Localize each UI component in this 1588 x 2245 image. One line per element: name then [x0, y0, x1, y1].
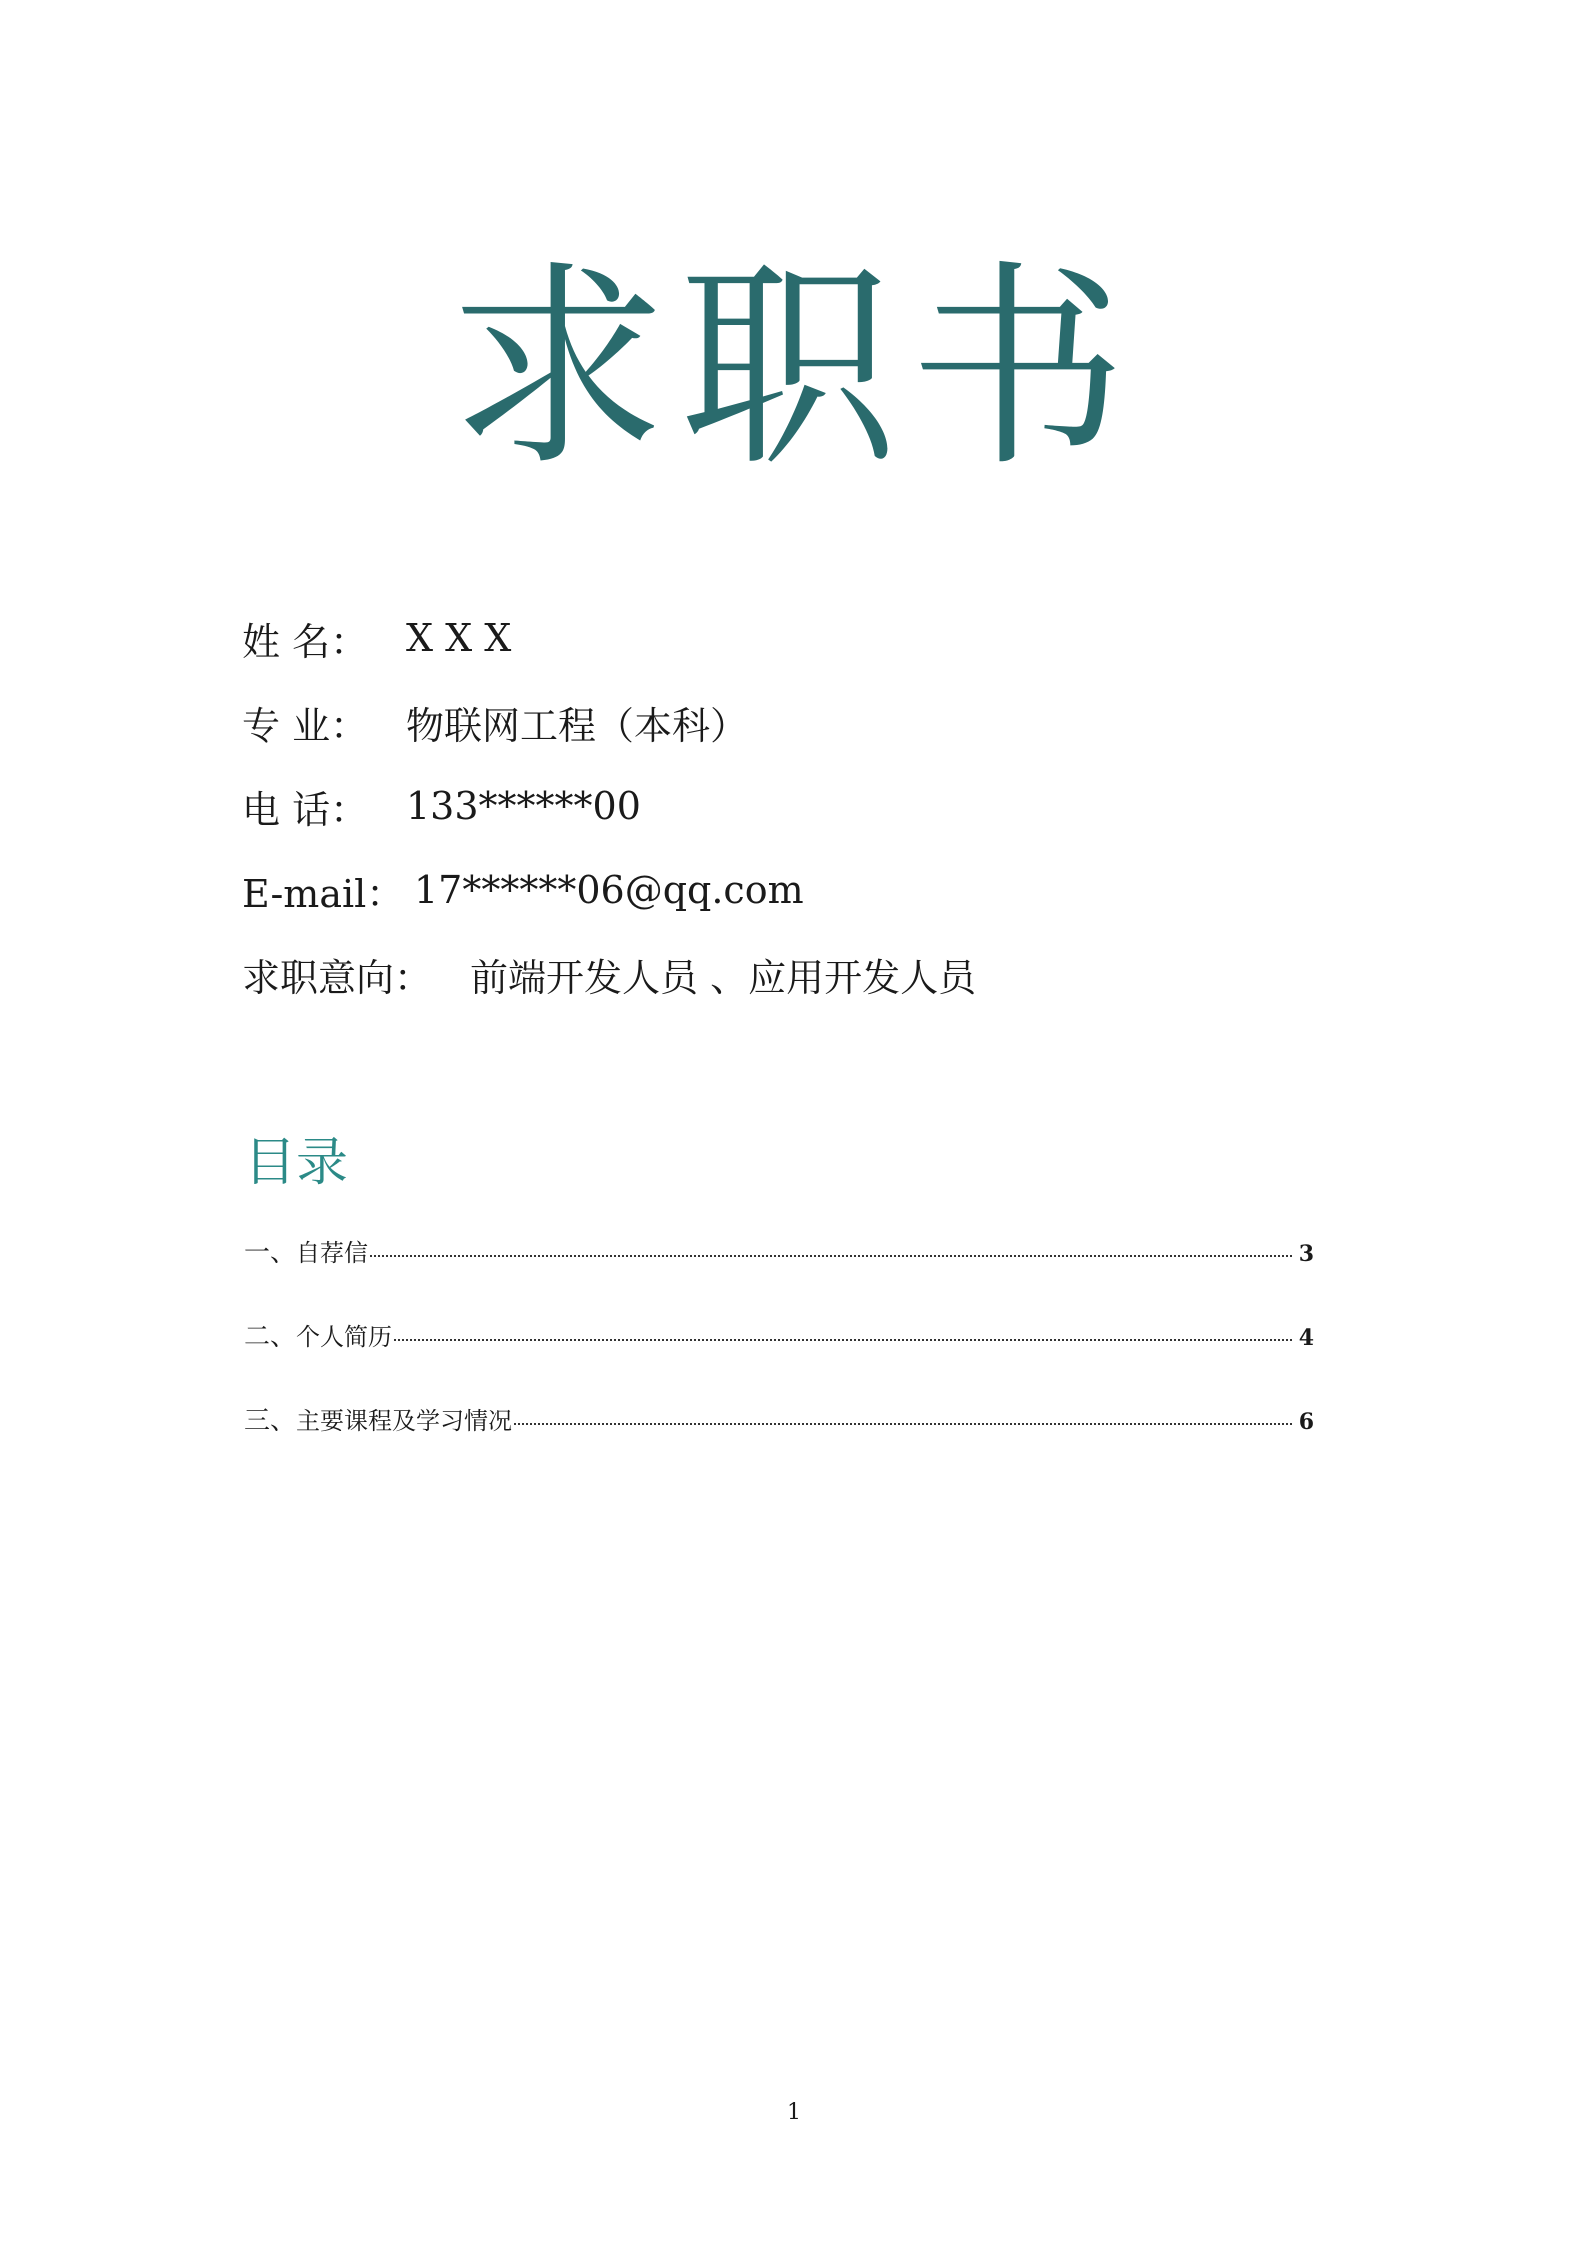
toc-item[interactable] [244, 1316, 1314, 1400]
toc-item[interactable] [244, 1400, 1314, 1484]
toc-item-page: 4 [1298, 1325, 1314, 1351]
email-label: E-mail： [242, 871, 405, 916]
phone-label: 电 话： [242, 787, 369, 832]
toc-item-title: 个人简历 [296, 1323, 393, 1351]
major-label: 专 业： [242, 703, 369, 748]
toc-heading: 目录 [244, 1133, 349, 1193]
toc-item-page: 6 [1298, 1409, 1314, 1435]
info-row-name [242, 596, 1442, 680]
toc-leader-dots [394, 1339, 1292, 1341]
toc-leader-dots [370, 1255, 1292, 1257]
toc-item-title: 自荐信 [296, 1239, 369, 1267]
personal-info [242, 596, 1442, 1016]
intent-value: 前端开发人员 、应用开发人员 [470, 955, 977, 1000]
page-number: 1 [787, 2100, 801, 2125]
info-row-phone [242, 764, 1442, 848]
phone-value: 133******00 [406, 784, 641, 828]
table-of-contents [244, 1232, 1314, 1484]
toc-item-number: 三、 [244, 1406, 297, 1436]
document-title: 求职书 [449, 243, 1139, 496]
intent-label: 求职意向： [242, 955, 433, 1000]
name-label: 姓 名： [242, 619, 369, 664]
toc-item-number: 二、 [244, 1322, 297, 1352]
info-row-email [242, 848, 1442, 932]
email-value: 17******06@qq.com [414, 868, 804, 912]
toc-leader-dots [514, 1423, 1292, 1425]
info-row-intent [242, 932, 1442, 1016]
toc-item-title: 主要课程及学习情况 [296, 1407, 513, 1435]
toc-item-page: 3 [1298, 1241, 1314, 1267]
info-row-major [242, 680, 1442, 764]
toc-item-number: 一、 [244, 1238, 297, 1268]
major-value: 物联网工程（本科） [406, 703, 749, 748]
name-value: X X X [406, 616, 512, 660]
toc-item[interactable] [244, 1232, 1314, 1316]
